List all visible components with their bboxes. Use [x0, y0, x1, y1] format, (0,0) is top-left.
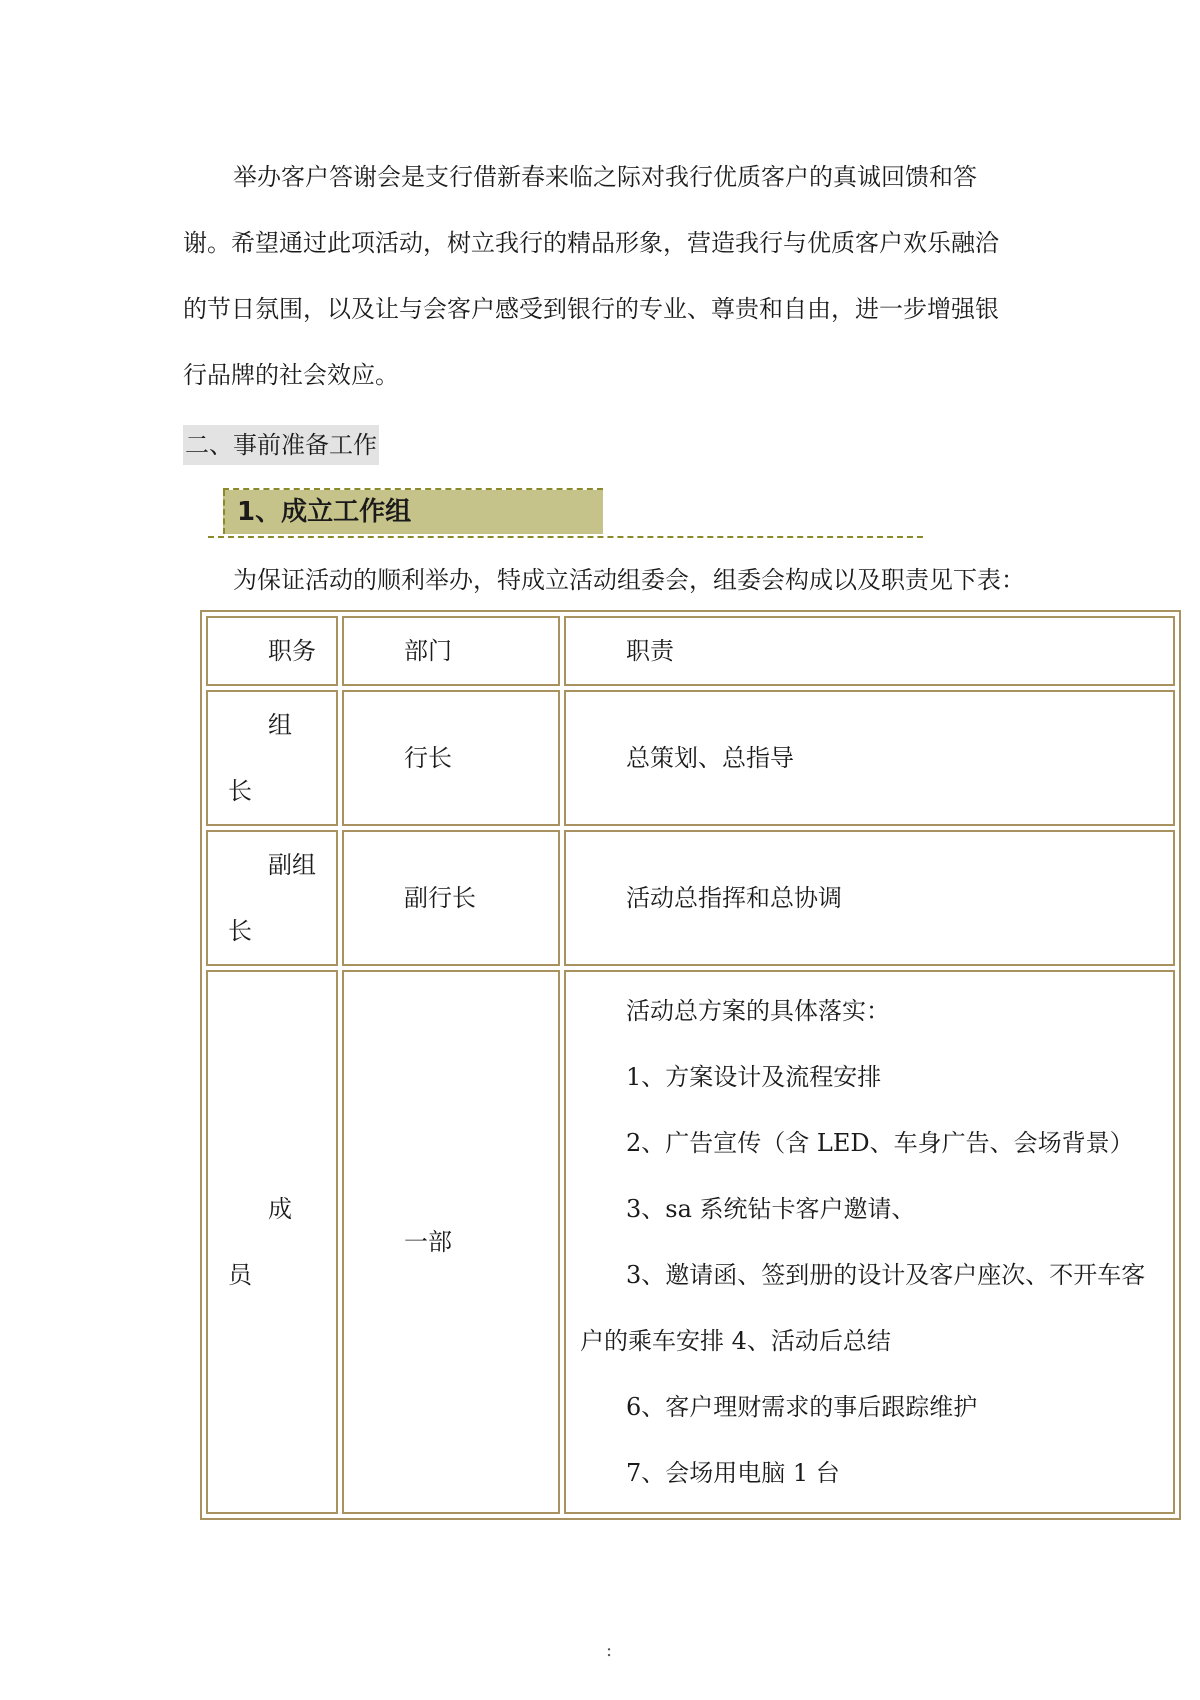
position-cell: 成 员	[206, 970, 338, 1514]
table-row	[206, 830, 1175, 966]
duties-cell	[564, 970, 1175, 1514]
section-heading: 二、事前准备工作	[183, 425, 379, 465]
duty-item: 户的乘车安排 4、活动后总结	[580, 1327, 891, 1355]
duties-cell: 活动总指挥和总协调	[564, 830, 1175, 966]
subheading-box	[208, 488, 923, 538]
duty-item: 6、客户理财需求的事后跟踪维护	[626, 1393, 978, 1421]
duty-item: 7、会场用电脑 1 台	[626, 1459, 840, 1487]
header-cell-department: 部门	[342, 616, 560, 686]
position-cell: 组 长	[206, 690, 338, 826]
duty-item: 1、方案设计及流程安排	[626, 1063, 882, 1091]
department-cell: 副行长	[342, 830, 560, 966]
duty-item: 活动总方案的具体落实：	[626, 997, 890, 1025]
duty-item: 3、sa 系统钻卡客户邀请、	[626, 1195, 916, 1223]
paragraph-line: 举办客户答谢会是支行借新春来临之际对我行优质客户的真诚回馈和答	[233, 163, 977, 191]
duty-item: 3、邀请函、签到册的设计及客户座次、不开车客	[626, 1261, 1146, 1289]
duties-cell: 总策划、总指导	[564, 690, 1175, 826]
table-row	[206, 970, 1175, 1514]
table-row	[206, 690, 1175, 826]
department-cell: 行长	[342, 690, 560, 826]
paragraph-line: 行品牌的社会效应。	[183, 361, 399, 389]
table-intro-text: 为保证活动的顺利举办，特成立活动组委会，组委会构成以及职责见下表：	[233, 566, 1025, 594]
intro-paragraph	[183, 144, 1023, 408]
committee-table	[200, 610, 1181, 1520]
department-cell: 一部	[342, 970, 560, 1514]
page-number: :	[606, 1640, 613, 1661]
duty-item: 2、广告宣传（含 LED、车身广告、会场背景）	[626, 1129, 1134, 1157]
paragraph-line: 谢。希望通过此项活动，树立我行的精品形象，营造我行与优质客户欢乐融洽	[183, 229, 999, 257]
table-header-row	[206, 616, 1175, 686]
subheading-title: 1、成立工作组	[223, 490, 603, 534]
subheading-dash-left	[223, 490, 225, 534]
subheading-dash-bottom	[208, 536, 923, 538]
header-cell-duties: 职责	[564, 616, 1175, 686]
position-cell: 副组 长	[206, 830, 338, 966]
paragraph-line: 的节日氛围，以及让与会客户感受到银行的专业、尊贵和自由，进一步增强银	[183, 295, 999, 323]
header-cell-position: 职务	[206, 616, 338, 686]
